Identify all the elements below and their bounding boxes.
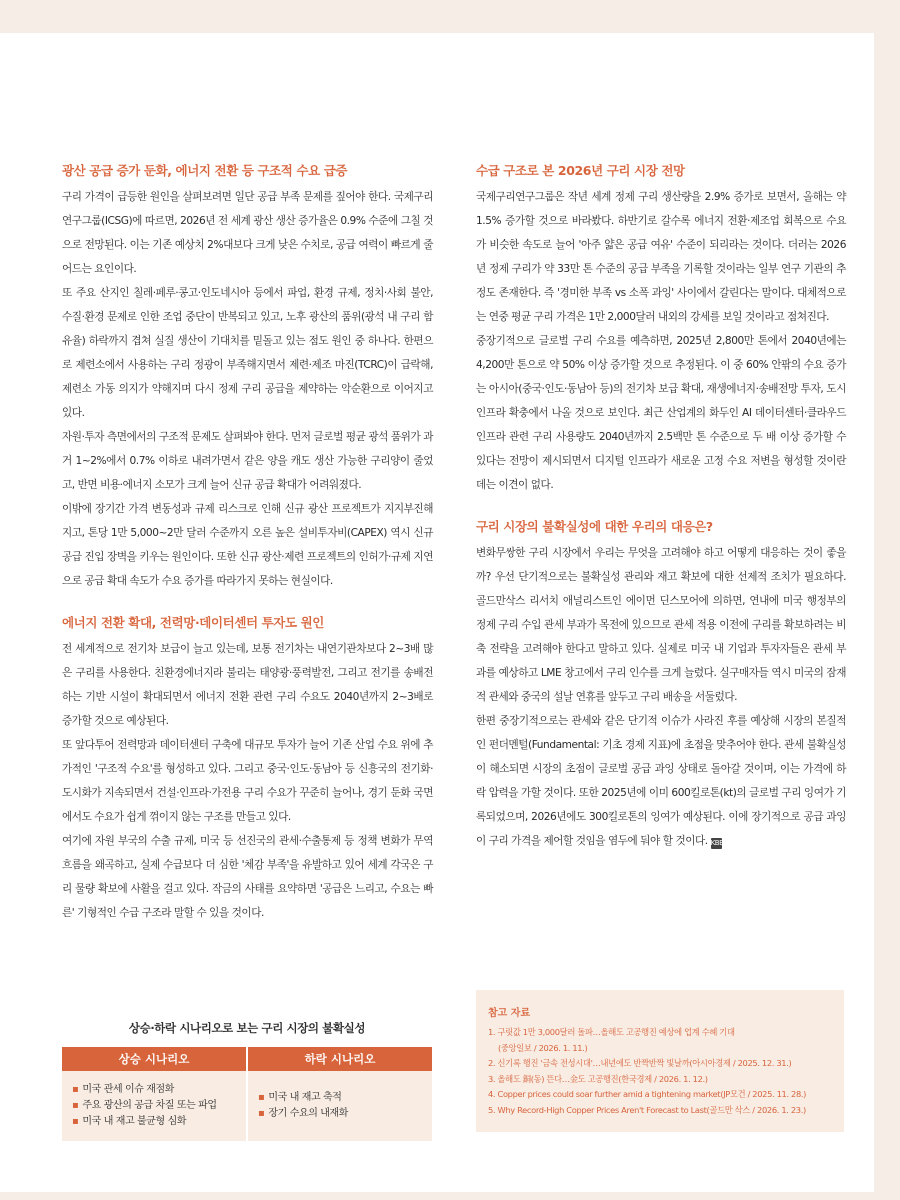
paragraph: 구리 가격이 급등한 원인을 살펴보려면 일단 공급 부족 문제를 짚어야 한다. 국제구리연구그룹(ICSG)에 따르면, 2026년 전 세계 광산 생산 증가율은 0.9% 수준에 그칠 것으로 전망된다. 이는 기존 예상치 2%대보다 크게 낮은 수치로, 공급 여력이 빠르게 줄어드는 요인이다. [62, 191, 433, 275]
left-column [62, 161, 433, 925]
reference-item: 2. 신기록 행진 '금속 전성시대'…내년에도 반짝반짝 빛날까(아시아경제 / 2025. 12. 31.) [488, 1058, 792, 1068]
list-item: ▪ 미국 내 재고 불균형 심화 [72, 1116, 187, 1127]
references-box [476, 990, 844, 1132]
paragraph [476, 709, 846, 853]
reference-item: 3. 올해도 銅(동) 뜬다…金도 고공행진(한국경제 / 2026. 1. 12.) [488, 1073, 708, 1084]
reference-item: 5. Why Record-High Copper Prices Aren't Forecast to Last(골드만 삭스 / 2026. 1. 23.) [488, 1104, 806, 1115]
section-heading-energy: 에너지 전환 확대, 전력망·데이터센터 투자도 원인 [62, 615, 324, 630]
section-heading-response: 구리 시장의 불확실성에 대한 우리의 대응은? [476, 519, 713, 534]
list-item: ▪ 미국 관세 이슈 재점화 [72, 1084, 175, 1095]
scenario-down-header: 하락 시나리오 [248, 1047, 432, 1071]
list-item: ▪ 장기 수요의 내재화 [258, 1108, 349, 1119]
scenario-title: 상승·하락 시나리오로 보는 구리 시장의 불확실성 [128, 1021, 366, 1035]
list-item: ▪ 미국 내 재고 축적 [258, 1092, 342, 1103]
right-column [476, 161, 846, 853]
paragraph: 변화무쌍한 구리 시장에서 우리는 무엇을 고려해야 하고 어떻게 대응하는 것이 좋을까? 우선 단기적으로는 불확실성 관리와 재고 확보에 대한 선제적 조치가 필요하다. 골드만삭스 리서치 애널리스트인 에이먼 딘스모어에 의하면, 연내에 미국 행정부의 정제 구리 수입 관세 부과가 목전에 있으므로 관세 적용 이전에 구리를 확보하려는 비축 전략을 고려해야 한다고 말하고 있다. 실제로 미국 내 기업과 투자자들은 관세 부과를 예상하고 LME 창고에서 구리 인수를 크게 늘렸다. 실구매자들 역시 미국의 잠재적 관세와 중국의 설날 연휴를 앞두고 구리 배송을 서둘렀다. [476, 547, 846, 703]
paragraph: 국제구리연구그룹은 작년 세계 정제 구리 생산량을 2.9% 증가로 보면서, 올해는 약 1.5% 증가할 것으로 바라봤다. 하반기로 갈수록 에너지 전환·제조업 회복으로 수요가 비슷한 속도로 늘어 '아주 얇은 공급 여유' 수준이 되리라는 것이다. 더러는 2026년 정제 구리가 약 33만 톤 수준의 공급 부족을 기록할 것이라는 일부 연구 기관의 추정도 존재한다. 즉 '경미한 부족 vs 소폭 과잉' 사이에서 갈린다는 말이다. 대체적으로는 연중 평균 구리 가격은 1만 2,000달러 내외의 강세를 보일 것이라고 점쳐진다. [476, 191, 846, 323]
reference-item: 1. 구릿값 1만 3,000달러 돌파…올해도 고공행진 예상에 업계 수혜 기대 [488, 1027, 735, 1037]
end-mark-icon: KBB [710, 839, 724, 847]
scenario-table [62, 1020, 432, 1141]
scenario-up-header: 상승 시나리오 [62, 1047, 246, 1071]
scenario-down [248, 1047, 432, 1141]
paragraph: 중장기적으로 글로벌 구리 수요를 예측하면, 2025년 2,800만 톤에서 2040년에는 4,200만 톤으로 약 50% 이상 증가할 것으로 추정된다. 이 중 60% 안팎의 수요 증가는 아시아(중국·인도·동남아 등)의 전기차 보급 확대, 재생에너지·송배전망 투자, 도시 인프라 확충에서 나올 것으로 보인다. 최근 산업계의 화두인 AI 데이터센터·클라우드 인프라 관련 구리 사용량도 2040년까지 2.5백만 톤 수준으로 두 배 이상 증가할 수 있다는 전망이 제시되면서 디지털 인프라가 새로운 고정 수요 저변을 형성할 것이란 데는 이견이 없다. [476, 335, 846, 491]
paragraph: 전 세계적으로 전기차 보급이 늘고 있는데, 보통 전기차는 내연기관차보다 2~3배 많은 구리를 사용한다. 친환경에너지라 불리는 태양광·풍력발전, 그리고 전기를 송배전하는 기반 시설이 확대되면서 에너지 전환 관련 구리 수요도 2040년까지 2~3배로 증가할 것으로 예상된다. [62, 643, 433, 727]
paragraph: 또 앞다투어 전력망과 데이터센터 구축에 대규모 투자가 늘어 기존 산업 수요 위에 추가적인 '구조적 수요'를 형성하고 있다. 그리고 중국·인도·동남아 등 신흥국의 전기화·도시화가 지속되면서 건설·인프라·가전용 구리 수요가 꾸준히 늘어나, 경기 둔화 국면에서도 수요가 쉽게 꺾이지 않는 구조를 만들고 있다. [62, 739, 433, 823]
reference-item: (중앙일보 / 2026. 1. 11.) [498, 1042, 588, 1053]
bullet-icon: ▪ [72, 1084, 79, 1095]
paragraph: 여기에 자원 부국의 수출 규제, 미국 등 선진국의 관세·수출통제 등 정책 변화가 무역 흐름을 왜곡하고, 실제 수급보다 더 심한 '체감 부족'을 유발하고 있어 세계 각국은 구리 물량 확보에 사활을 걸고 있다. 작금의 사태를 요약하면 '공급은 느리고, 수요는 빠른' 기형적인 수급 구조라 말할 수 있을 것이다. [62, 835, 433, 919]
bullet-icon: ▪ [72, 1116, 79, 1127]
reference-item: 4. Copper prices could soar further amid a tightening market(JP모건 / 2025. 11. 28.) [488, 1089, 807, 1099]
scenario-up [62, 1047, 246, 1141]
paragraph-text: 한편 중장기적으로는 관세와 같은 단기적 이슈가 사라진 후를 예상해 시장의 본질적인 펀더멘털(Fundamental: 기초 경제 지표)에 초점을 맞추어야 한다. 관세 불확실성이 해소되면 시장의 초점이 글로벌 공급 과잉 상태로 돌아갈 것이며, 이는 가격에 하락 압력을 가할 것이다. 또한 2025년에 이미 600킬로톤(kt)의 글로벌 구리 잉여가 기록되었으며, 2026년에도 300킬로톤의 잉여가 예상된다. 이에 장기적으로 공급 과잉이 구리 가격을 제어할 것임을 염두에 둬야 할 것이다. [476, 715, 846, 847]
bullet-icon: ▪ [258, 1108, 265, 1119]
references-title: 참고 자료 [488, 1008, 531, 1019]
list-item: ▪ 주요 광산의 공급 차질 또는 파업 [72, 1100, 217, 1111]
paragraph: 또 주요 산지인 칠레·페루·콩고·인도네시아 등에서 파업, 환경 규제, 정치·사회 불안, 수질·환경 문제로 인한 조업 중단이 반복되고 있고, 노후 광산의 품위(광석 내 구리 함유율) 하락까지 겹쳐 실질 생산이 기대치를 밑돌고 있는 점도 원인 중 하나다. 한편으로 제련소에서 사용하는 구리 정광이 부족해지면서 제련·제조 마진(TCRC)이 급락해, 제련소 가동 의지가 약해지며 다시 정제 구리 공급을 제약하는 악순환으로 이어지고 있다. [62, 287, 433, 419]
section-heading-outlook: 수급 구조로 본 2026년 구리 시장 전망 [476, 163, 685, 178]
paragraph: 이밖에 장기간 가격 변동성과 규제 리스크로 인해 신규 광산 프로젝트가 지지부진해지고, 톤당 1만 5,000~2만 달러 수준까지 오른 높은 설비투자비(CAPEX) 역시 신규 공급 진입 장벽을 키우는 원인이다. 또한 신규 광산·제련 프로젝트의 인허가·규제 지연으로 공급 확대 속도가 수요 증가를 따라가지 못하는 현실이다. [62, 503, 433, 587]
bullet-icon: ▪ [72, 1100, 79, 1111]
section-heading-supply: 광산 공급 증가 둔화, 에너지 전환 등 구조적 수요 급증 [62, 163, 348, 178]
bullet-icon: ▪ [258, 1092, 265, 1103]
paragraph: 자원·투자 측면에서의 구조적 문제도 살펴봐야 한다. 먼저 글로벌 평균 광석 품위가 과거 1~2%에서 0.7% 이하로 내려가면서 같은 양을 캐도 생산 가능한 구리양이 줄었고, 반면 비용·에너지 소모가 크게 늘어 신규 공급 확대가 어려워졌다. [62, 431, 433, 491]
